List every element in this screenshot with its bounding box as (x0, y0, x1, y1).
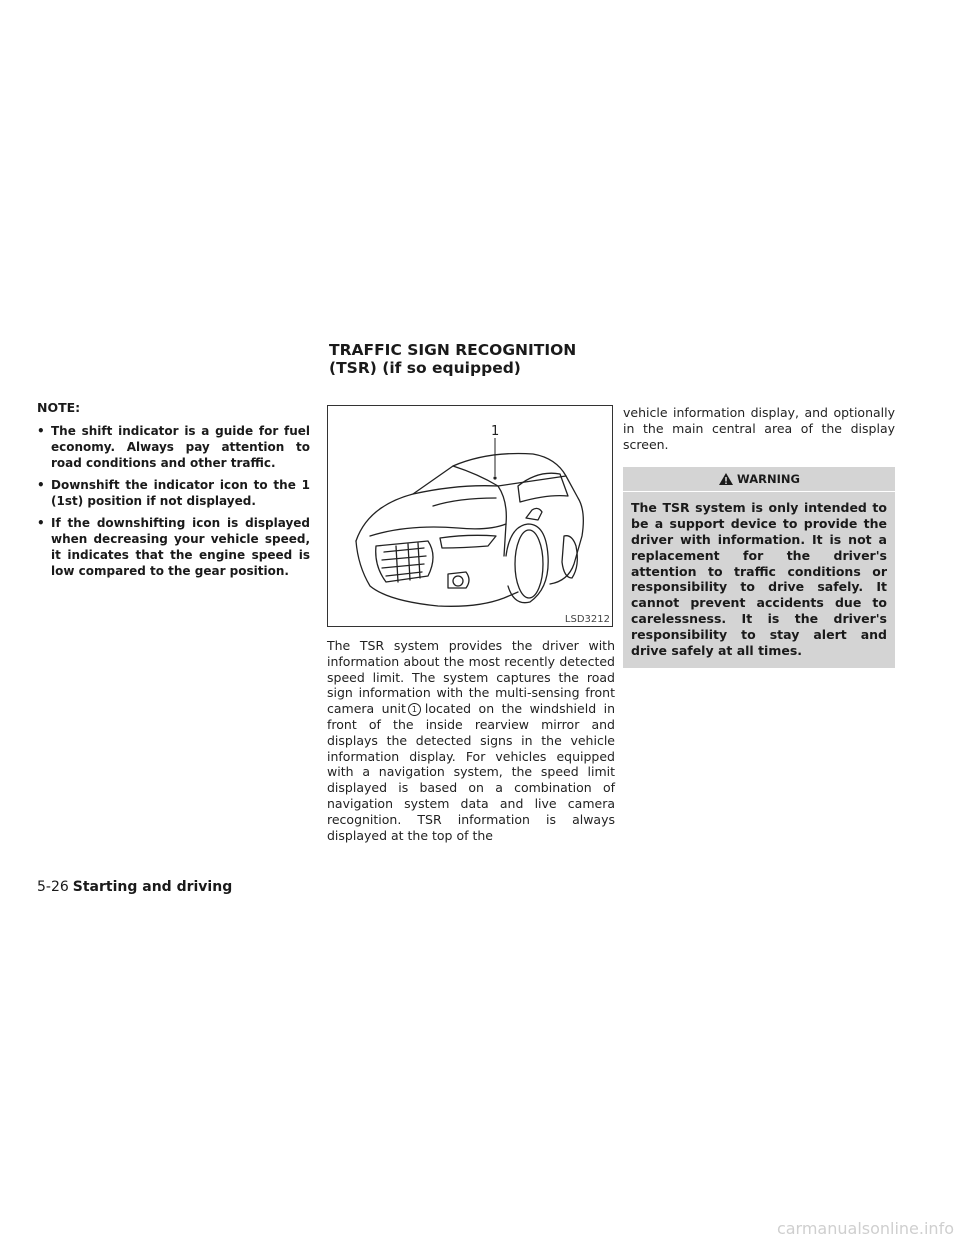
bullet-icon: • (37, 478, 45, 492)
body-paragraph: The TSR system provides the driver with information about the most recently detected speed limit. The system captures the road sign information with the multi-sensing front camera unit 1 located on the windshield in front of the inside rearview mirror and displays the detected signs in the vehicle information display. For vehicles equipped with a navigation system, the speed limit displayed is based on a combination of navigation system data and live camera recognition. TSR information is always displayed at the top of the (327, 638, 615, 843)
section-title: TRAFFIC SIGN RECOGNITION (TSR) (if so equipped) (329, 341, 577, 377)
car-with-camera-illustration (328, 406, 612, 626)
note-column (37, 400, 310, 585)
warning-header (623, 467, 895, 492)
warning-column (623, 405, 895, 668)
bullet-icon: • (37, 424, 45, 438)
car-figure (327, 405, 613, 627)
list-item: • If the downshifting icon is displayed when decreasing your vehicle speed, it indicates that the engine speed is low compared to the gear position. (37, 516, 310, 578)
warning-text: The TSR system is only intended to be a support device to provide the driver with information. It is not a replacement for the driver's attention to traffic conditions or responsibility to drive safely. It cannot prevent accidents due to carelessness. It is the driver's responsibility to stay alert and drive safely at all times. (631, 500, 887, 658)
list-item: • Downshift the indicator icon to the 1 (1st) position if not displayed. (37, 478, 310, 508)
circled-callout: 1 (408, 703, 421, 716)
list-item: • The shift indicator is a guide for fuel economy. Always pay attention to road conditions and other traffic. (37, 424, 310, 470)
figure-column (327, 405, 615, 843)
warning-triangle-icon (718, 472, 734, 486)
body-paragraph-continued: vehicle information display, and optionally in the main central area of the display screen. (623, 405, 895, 452)
note-list (37, 423, 310, 579)
page-footer (37, 879, 232, 895)
figure-code: LSD3212 (564, 614, 610, 625)
warning-label: WARNING (737, 472, 800, 487)
page-number: 5-26 (37, 879, 69, 895)
warning-box (623, 467, 895, 668)
note-heading: NOTE: (37, 400, 81, 415)
bullet-icon: • (37, 516, 45, 530)
figure-callout: 1 (491, 424, 500, 439)
footer-section-name: Starting and driving (72, 879, 233, 895)
watermark: carmanualsonline.info (776, 1219, 954, 1238)
